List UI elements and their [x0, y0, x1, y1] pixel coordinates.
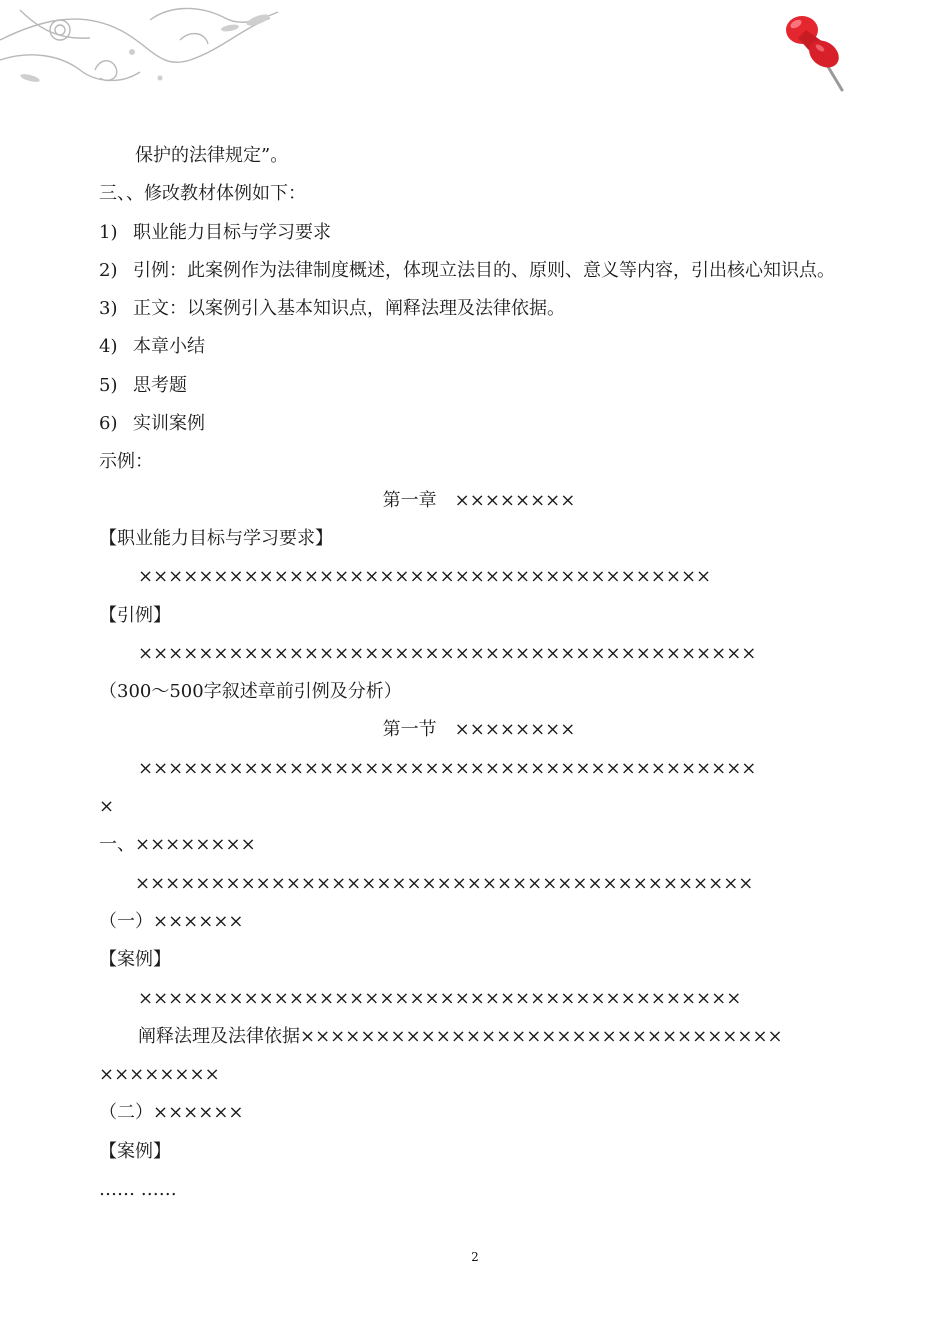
- list-text: 实训案例: [133, 413, 205, 435]
- section-text: ×××××××××××××××××××××××××××××××××××××××××: [138, 757, 757, 779]
- list-text: 思考题: [133, 374, 187, 396]
- red-push-pin-icon: [780, 8, 860, 94]
- list-item: [99, 405, 859, 443]
- case-header: 【案例】: [99, 1140, 171, 1162]
- list-text: 本章小结: [133, 336, 205, 358]
- list-number: 6): [99, 413, 118, 435]
- goal-text: ××××××××××××××××××××××××××××××××××××××: [138, 566, 712, 588]
- list-item: [99, 290, 859, 328]
- intro-note: （300～500字叙述章前引例及分析）: [99, 681, 402, 703]
- list-item: [99, 214, 859, 252]
- section-title: 第一节 ××××××××: [382, 719, 576, 741]
- chapter-title: 第一章 ××××××××: [382, 489, 576, 511]
- list-number: 4): [99, 336, 118, 358]
- ellipsis: …… ……: [99, 1179, 177, 1201]
- intro-header: 【引例】: [99, 604, 171, 626]
- list-item: [99, 252, 859, 290]
- list-item: [99, 328, 859, 366]
- sub-heading-one: （一）××××××: [99, 910, 244, 932]
- text-line: 三、、修改教材体例如下：: [99, 183, 306, 205]
- case-header: 【案例】: [99, 949, 171, 971]
- list-text: 职业能力目标与学习要求: [133, 221, 331, 243]
- list-number: 3): [99, 298, 118, 320]
- document-body: [99, 137, 859, 1209]
- text-line: 保护的法律规定”。: [135, 145, 289, 166]
- section-text: ×: [99, 796, 115, 818]
- list-number: 5): [99, 374, 118, 396]
- list-item: [99, 367, 859, 405]
- list-text: 引例：此案例作为法律制度概述，体现立法目的、原则、意义等内容，引出核心知识点。: [133, 259, 835, 281]
- list-number: 1): [99, 221, 118, 243]
- goal-header: 【职业能力目标与学习要求】: [99, 527, 333, 549]
- sub-heading-two: （二）××××××: [99, 1102, 244, 1124]
- intro-text: ×××××××××××××××××××××××××××××××××××××××××: [138, 642, 757, 664]
- list-number: 2): [99, 259, 118, 281]
- example-label: 示例：: [99, 451, 153, 473]
- heading-one-text: ×××××××××××××××××××××××××××××××××××××××××: [135, 872, 754, 894]
- case-text: ××××××××××××××××××××××××××××××××××××××××: [138, 987, 742, 1009]
- list-text: 正文：以案例引入基本知识点，阐释法理及法律依据。: [133, 298, 565, 320]
- explain-text: ××××××××: [99, 1064, 220, 1086]
- heading-one: 一、××××××××: [99, 834, 256, 856]
- page-number: 2: [471, 1250, 479, 1264]
- explain-text: 阐释法理及法律依据××××××××××××××××××××××××××××××××: [138, 1025, 783, 1047]
- floral-ornament-icon: [0, 0, 290, 95]
